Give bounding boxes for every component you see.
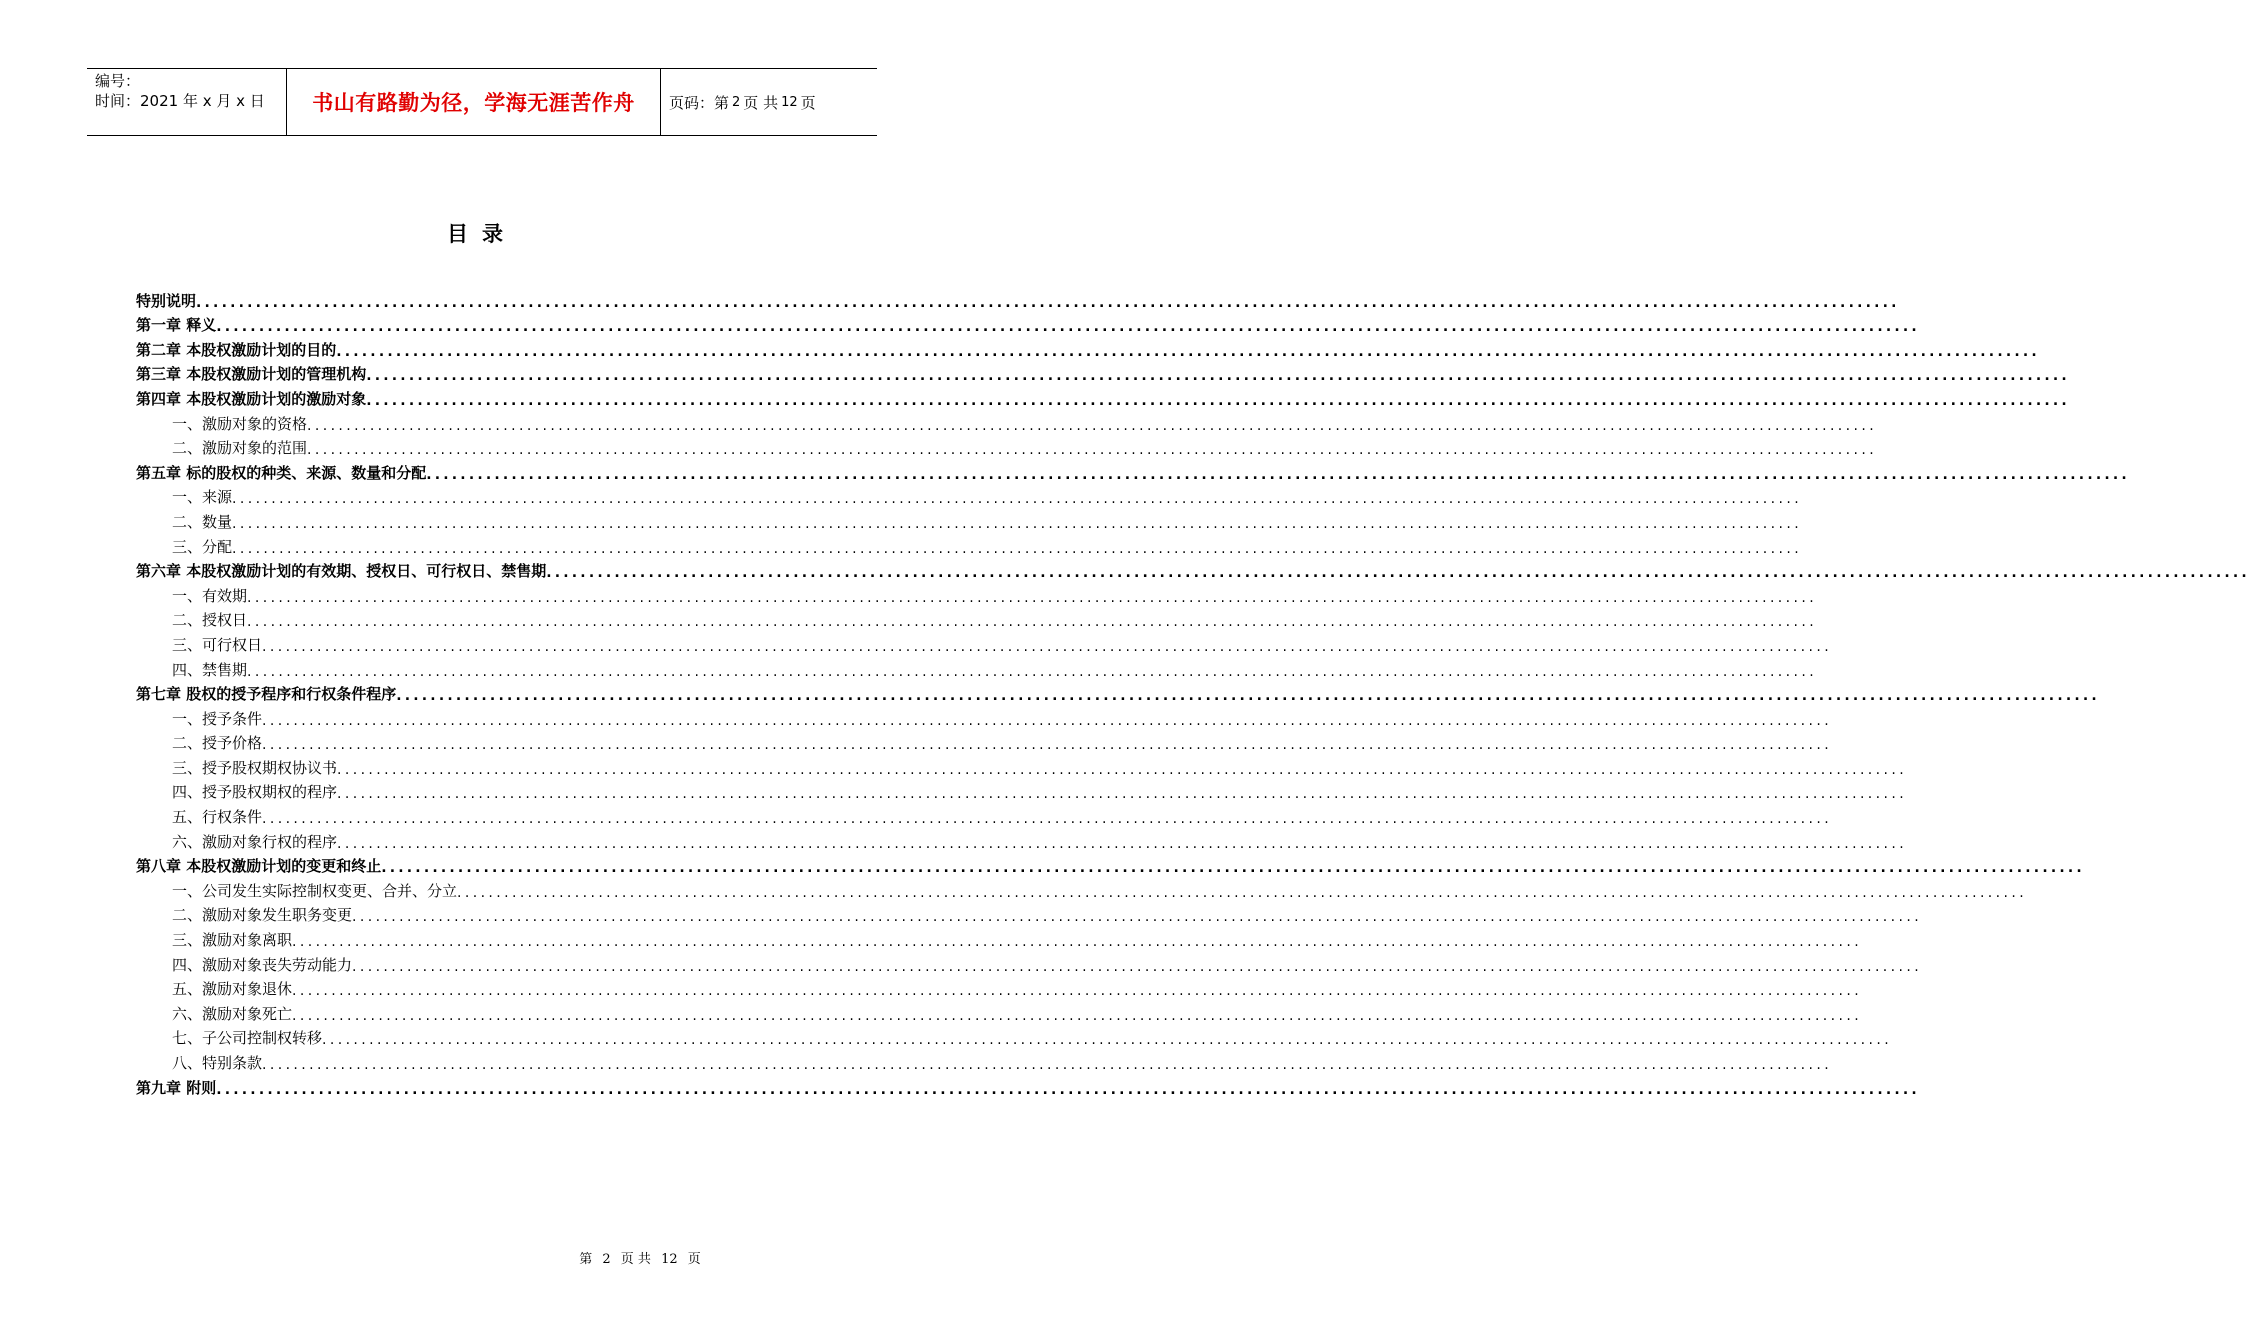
toc-dot-leader: ........................................................................................................................................................................................................	[247, 614, 1818, 631]
toc-section-entry[interactable]	[136, 1048, 1833, 1073]
toc-section-entry[interactable]	[136, 827, 1908, 852]
toc-dot-leader: ........................................................................................................................................................................................................	[292, 934, 1863, 951]
toc-entry-label: 一、授予条件	[172, 709, 263, 728]
toc-dot-leader: ........................................................................................................................................................................................................	[352, 958, 1923, 975]
toc-section-entry[interactable]	[136, 630, 1833, 655]
toc-section-entry[interactable]	[136, 655, 1818, 680]
toc-dot-leader: ........................................................................................................................................................................................................	[292, 983, 1863, 1000]
toc-dot-leader: ........................................................................................................................................................................................................	[232, 515, 1803, 532]
toc-entry-label: 第六章 本股权激励计划的有效期、授权日、可行权日、禁售期	[136, 562, 547, 581]
toc-entry-label: 三、激励对象离职	[172, 931, 293, 950]
toc-dot-leader: ........................................................................................................................................................................................................	[247, 663, 1818, 680]
toc-dot-leader: ........................................................................................................................................................................................................	[546, 565, 2250, 582]
toc-entry-label: 二、授权日	[172, 611, 248, 630]
toc-entry-label: 第四章 本股权激励计划的激励对象	[136, 389, 367, 408]
toc-entry-label: 第一章 释义	[136, 316, 217, 335]
toc-entry-label: 一、来源	[172, 488, 233, 507]
toc-section-entry[interactable]	[136, 409, 1878, 434]
table-of-contents	[136, 286, 2250, 1098]
toc-section-entry[interactable]	[136, 778, 1908, 803]
toc-section-entry[interactable]	[136, 434, 1878, 459]
footer-prefix: 第	[579, 1252, 593, 1267]
toc-section-entry[interactable]	[136, 975, 1863, 1000]
toc-section-entry[interactable]	[136, 876, 2028, 901]
toc-dot-leader: ........................................................................................................................................................................................................	[262, 1057, 1833, 1073]
toc-chapter-entry[interactable]	[136, 458, 2130, 483]
toc-dot-leader: ........................................................................................................................................................................................................	[352, 909, 1923, 926]
toc-entry-label: 三、分配	[172, 537, 233, 556]
toc-chapter-entry[interactable]	[136, 311, 1920, 336]
toc-entry-label: 第二章 本股权激励计划的目的	[136, 340, 337, 359]
toc-section-entry[interactable]	[136, 999, 1863, 1024]
toc-entry-label: 二、授予价格	[172, 734, 263, 753]
header-page-current: 2	[732, 94, 741, 110]
toc-dot-leader: ........................................................................................................................................................................................................	[247, 589, 1818, 606]
document-time-label: 时间：2021 年 x 月 x 日	[95, 92, 265, 110]
toc-entry-label: 一、激励对象的资格	[172, 414, 308, 433]
toc-entry-label: 二、数量	[172, 512, 233, 531]
footer-total: 12	[661, 1252, 678, 1267]
toc-dot-leader: ........................................................................................................................................................................................................	[196, 294, 1900, 311]
toc-entry-label: 一、公司发生实际控制权变更、合并、分立	[172, 881, 458, 900]
toc-dot-leader: ........................................................................................................................................................................................................	[307, 417, 1878, 434]
page-header	[87, 68, 877, 136]
toc-section-entry[interactable]	[136, 925, 1863, 951]
toc-entry-label: 第三章 本股权激励计划的管理机构	[136, 365, 367, 384]
header-page-suffix: 页	[800, 93, 816, 112]
toc-entry-label: 二、激励对象的范围	[172, 439, 308, 458]
toc-entry-label: 五、激励对象退休	[172, 980, 293, 999]
toc-dot-leader: ........................................................................................................................................................................................................	[322, 1032, 1893, 1049]
toc-entry-label: 四、激励对象丧失劳动能力	[172, 955, 353, 974]
toc-section-entry[interactable]	[136, 729, 1833, 754]
toc-dot-leader: ........................................................................................................................................................................................................	[337, 761, 1908, 778]
footer-mid: 页 共	[620, 1252, 651, 1267]
toc-dot-leader: ........................................................................................................................................................................................................	[426, 466, 2130, 483]
toc-entry-label: 第八章 本股权激励计划的变更和终止	[136, 857, 382, 876]
toc-chapter-entry[interactable]	[136, 360, 2070, 385]
toc-section-entry[interactable]	[136, 704, 1833, 729]
toc-section-entry[interactable]	[136, 606, 1818, 631]
toc-chapter-entry[interactable]	[136, 286, 1900, 311]
toc-chapter-entry[interactable]	[136, 557, 2250, 582]
page-footer	[0, 1248, 950, 1267]
toc-dot-leader: ........................................................................................................................................................................................................	[336, 343, 2040, 360]
header-page-total: 12	[781, 94, 798, 110]
toc-chapter-entry[interactable]	[136, 384, 2070, 409]
toc-dot-leader: ........................................................................................................................................................................................................	[366, 368, 2070, 385]
toc-entry-label: 特别说明	[136, 291, 197, 310]
header-motto-cell	[287, 69, 661, 135]
toc-chapter-entry[interactable]	[136, 680, 2100, 705]
toc-dot-leader: ........................................................................................................................................................................................................	[337, 786, 1908, 803]
toc-dot-leader: ........................................................................................................................................................................................................	[457, 884, 2028, 901]
toc-dot-leader: ........................................................................................................................................................................................................	[262, 737, 1833, 754]
toc-dot-leader: ........................................................................................................................................................................................................	[262, 712, 1833, 729]
toc-chapter-entry[interactable]	[136, 1073, 1920, 1098]
document-number-label: 编号：	[95, 72, 141, 90]
toc-section-entry[interactable]	[136, 532, 1803, 557]
toc-section-entry[interactable]	[136, 753, 1908, 778]
toc-entry-label: 三、可行权日	[172, 635, 263, 654]
toc-dot-leader: ........................................................................................................................................................................................................	[216, 319, 1920, 336]
toc-dot-leader: ........................................................................................................................................................................................................	[262, 811, 1833, 828]
toc-dot-leader: ........................................................................................................................................................................................................	[337, 835, 1908, 852]
toc-entry-label: 五、行权条件	[172, 808, 263, 827]
toc-section-entry[interactable]	[136, 1024, 1893, 1049]
toc-dot-leader: ........................................................................................................................................................................................................	[292, 1007, 1863, 1024]
toc-entry-label: 七、子公司控制权转移	[172, 1029, 323, 1048]
toc-entry-label: 六、激励对象行权的程序	[172, 832, 338, 851]
header-motto: 书山有路勤为径，学海无涯苦作舟	[312, 91, 635, 115]
toc-entry-label: 六、激励对象死亡	[172, 1004, 293, 1023]
footer-current: 2	[602, 1252, 611, 1267]
toc-section-entry[interactable]	[136, 507, 1803, 532]
toc-entry-label: 三、授予股权期权协议书	[172, 758, 338, 777]
toc-section-entry[interactable]	[136, 483, 1803, 508]
toc-dot-leader: ........................................................................................................................................................................................................	[216, 1081, 1920, 1098]
toc-entry-label: 第五章 标的股权的种类、来源、数量和分配	[136, 463, 427, 482]
toc-entry-label: 第七章 股权的授予程序和行权条件程序	[136, 685, 397, 704]
toc-title: 目录	[447, 222, 517, 246]
footer-suffix: 页	[687, 1252, 701, 1267]
toc-entry-label: 第九章 附则	[136, 1078, 217, 1097]
toc-section-entry[interactable]	[136, 581, 1818, 606]
header-page-indicator	[661, 69, 877, 135]
toc-entry-label: 四、授予股权期权的程序	[172, 783, 338, 802]
toc-dot-leader: ........................................................................................................................................................................................................	[232, 491, 1803, 508]
toc-section-entry[interactable]	[136, 802, 1833, 828]
toc-dot-leader: ........................................................................................................................................................................................................	[396, 688, 2100, 705]
toc-dot-leader: ........................................................................................................................................................................................................	[232, 540, 1803, 557]
toc-entry-label: 一、有效期	[172, 586, 248, 605]
toc-chapter-entry[interactable]	[136, 335, 2040, 360]
toc-dot-leader: ........................................................................................................................................................................................................	[381, 860, 2085, 877]
toc-section-entry[interactable]	[136, 901, 1923, 926]
toc-entry-label: 八、特别条款	[172, 1054, 263, 1072]
toc-dot-leader: ........................................................................................................................................................................................................	[262, 638, 1833, 655]
toc-entry-label: 四、禁售期	[172, 660, 248, 679]
header-page-prefix: 页码：第	[669, 93, 730, 112]
toc-chapter-entry[interactable]	[136, 852, 2085, 877]
toc-section-entry[interactable]	[136, 950, 1923, 975]
toc-dot-leader: ........................................................................................................................................................................................................	[366, 392, 2070, 409]
toc-dot-leader: ........................................................................................................................................................................................................	[307, 442, 1878, 459]
header-page-mid: 页 共	[743, 93, 779, 112]
toc-entry-label: 二、激励对象发生职务变更	[172, 906, 353, 925]
header-meta	[87, 69, 287, 135]
